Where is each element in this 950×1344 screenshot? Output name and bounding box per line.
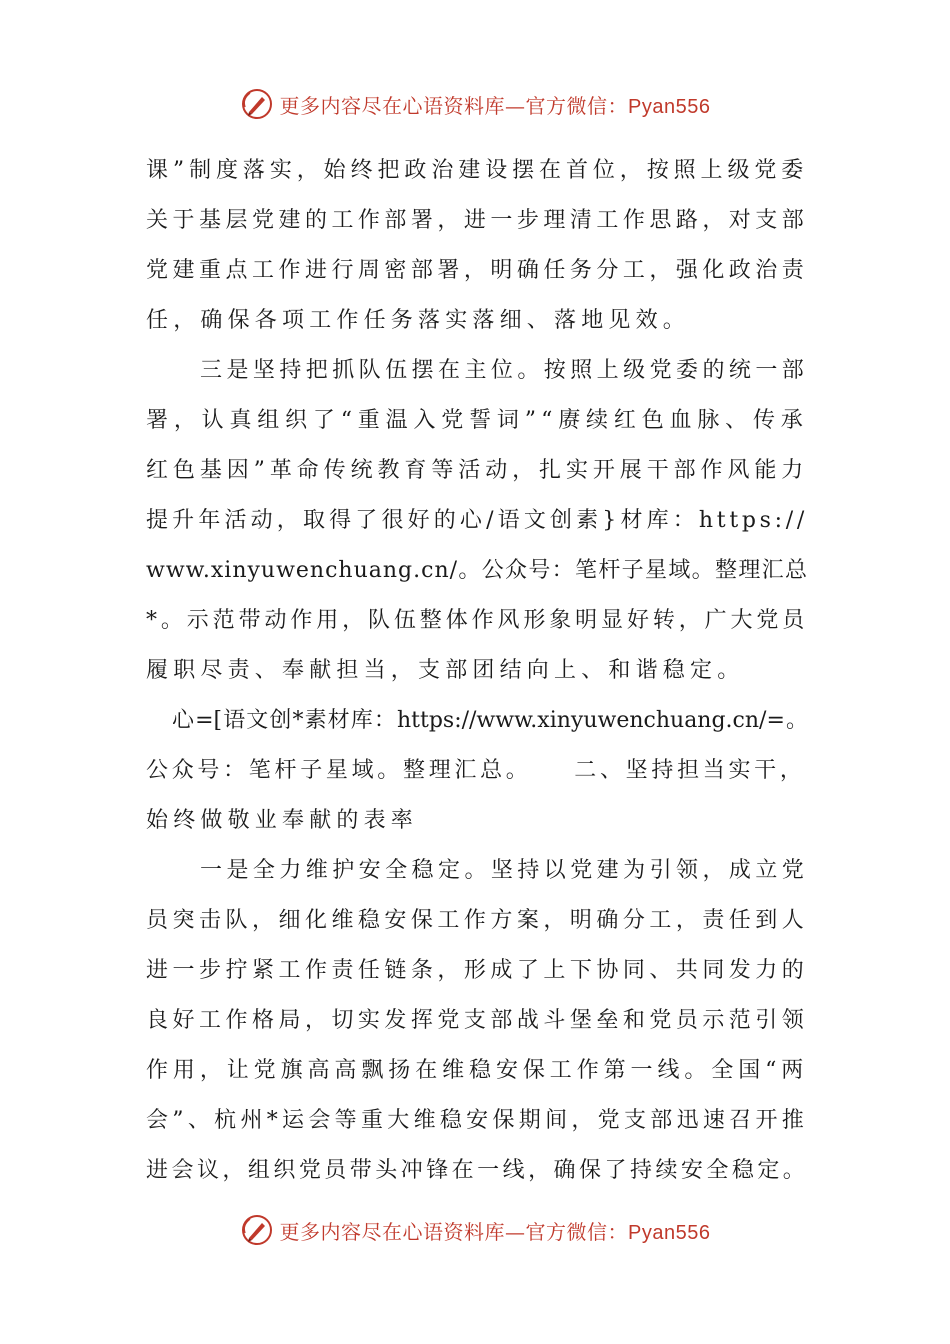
text-line: www.xinyuwenchuang.cn/。公众号：笔杆子星域。整理汇总 [146, 558, 808, 583]
text-line: 良好工作格局，切实发挥党支部战斗堡垒和党员示范引领 [146, 1008, 808, 1033]
text-line: 作用，让党旗高高飘扬在维稳安保工作第一线。全国“两 [146, 1058, 808, 1083]
pen-logo-icon [240, 87, 274, 121]
text-line: 心=[语文创*素材库：https://www.xinyuwenchuang.cn/=。 [172, 708, 808, 733]
footer-banner [0, 1210, 950, 1250]
section-heading: 始终做敬业奉献的表率 [146, 808, 419, 833]
text-line: 员突击队，细化维稳安保工作方案，明确分工，责任到人 [146, 908, 808, 933]
text-line: 红色基因”革命传统教育等活动，扎实开展干部作风能力 [146, 458, 808, 483]
text-line: 公众号：笔杆子星域。整理汇总。 二、坚持担当实干， [146, 758, 806, 783]
document-body [146, 146, 808, 1196]
text-line: 三是坚持把抓队伍摆在主位。按照上级党委的统一部 [200, 358, 808, 383]
text-line: 进一步拧紧工作责任链条，形成了上下协同、共同发力的 [146, 958, 808, 983]
text-line: 会”、杭州*运会等重大维稳安保期间，党支部迅速召开推 [146, 1108, 808, 1133]
header-banner [0, 84, 950, 124]
text-line: 署，认真组织了“重温入党誓词”“赓续红色血脉、传承 [146, 408, 808, 433]
text-line: *。示范带动作用，队伍整体作风形象明显好转，广大党员 [146, 608, 808, 633]
text-line: 一是全力维护安全稳定。坚持以党建为引领，成立党 [200, 858, 808, 883]
pen-logo-icon [240, 1213, 274, 1247]
text-line: 任，确保各项工作任务落实落细、落地见效。 [146, 308, 691, 333]
banner-text: 更多内容尽在心语资料库—官方微信：Pyan556 [279, 93, 711, 118]
text-line: 提升年活动，取得了很好的心/语文创素}材库：https:// [146, 508, 808, 533]
text-line: 党建重点工作进行周密部署，明确任务分工，强化政治责 [146, 258, 808, 283]
banner-text: 更多内容尽在心语资料库—官方微信：Pyan556 [279, 1219, 711, 1244]
text-line: 履职尽责、奉献担当，支部团结向上、和谐稳定。 [146, 658, 745, 683]
wechat-id: Pyan556 [628, 1221, 711, 1244]
text-line: 课”制度落实，始终把政治建设摆在首位，按照上级党委 [146, 158, 808, 183]
text-line: 关于基层党建的工作部署，进一步理清工作思路，对支部 [146, 208, 808, 233]
wechat-id: Pyan556 [628, 95, 711, 118]
text-line: 进会议，组织党员带头冲锋在一线，确保了持续安全稳定。 [146, 1158, 808, 1183]
